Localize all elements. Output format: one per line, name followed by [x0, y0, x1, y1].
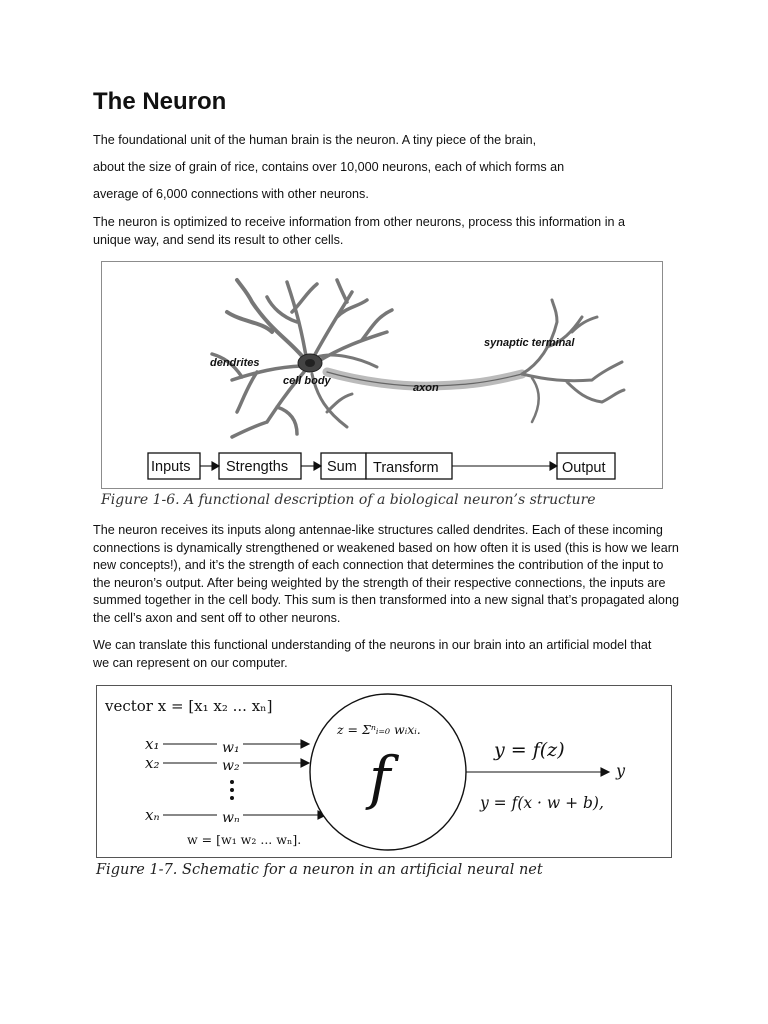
f-symbol: f — [369, 744, 391, 812]
xn-label: xₙ — [145, 806, 160, 824]
x1-label: x₁ — [145, 735, 160, 753]
wn-label: wₙ — [222, 810, 240, 826]
y-output-label: y — [616, 761, 626, 780]
paragraph-1-line-3: average of 6,000 connections with other neurons. — [93, 187, 369, 201]
paragraph-1-line-1: The foundational unit of the human brain is the neuron. A tiny piece of the brain, — [93, 133, 537, 147]
ellipsis-dots — [230, 780, 234, 800]
w1-label: w₁ — [222, 740, 240, 756]
label-cell-body: cell body — [283, 375, 331, 387]
label-synaptic-terminal: synaptic terminal — [484, 337, 575, 349]
figure-artificial-neuron — [96, 685, 672, 858]
artificial-neuron-schematic — [97, 686, 671, 857]
input-lines — [163, 740, 326, 819]
label-axon: axon — [413, 382, 439, 394]
w2-label: w₂ — [222, 758, 240, 774]
page-title: The Neuron — [93, 88, 227, 115]
box-inputs-label: Inputs — [151, 459, 191, 475]
x2-label: x₂ — [145, 754, 160, 772]
box-transform-label: Transform — [373, 460, 439, 476]
figure-2-caption: Figure 1-7. Schematic for a neuron in an artificial neural net — [96, 862, 543, 878]
box-sum-label: Sum — [327, 459, 357, 475]
z-formula: z = Σⁿᵢ₌₀ wᵢxᵢ. — [337, 722, 421, 737]
y-full-formula: y = f(x · w + b), — [480, 794, 604, 812]
nucleus-icon — [305, 359, 315, 367]
paragraph-2: The neuron is optimized to receive information from other neurons, process this information in a unique way, and send its result to other cells. — [93, 215, 625, 247]
output-arrow — [466, 768, 609, 776]
neuron-illustration — [102, 262, 662, 488]
vector-x-label: vector x = [x₁ x₂ ... xₙ] — [105, 697, 273, 715]
figure-biological-neuron — [101, 261, 663, 489]
box-strengths-label: Strengths — [226, 459, 289, 475]
paragraph-3: The neuron receives its inputs along antennae-like structures called dendrites. Each of these incoming connections is dynamically strengthened or weakened based on how often it is used (this is how we learn new concepts!), and it’s the strength of each connection that determines the contribution of the input to the neuron’s output. After being weighted by the strength of their respective connections, the inputs are summed together in the cell body. This sum is then transformed into a new signal that’s propagated along the cell’s axon and sent off to other neurons. — [93, 523, 679, 625]
box-output-label: Output — [562, 460, 606, 476]
neuron-drawing — [212, 280, 624, 437]
y-equals-f-z: y = f(z) — [494, 739, 565, 761]
figure-1-caption: Figure 1-6. A functional description of a biological neuron’s structure — [101, 492, 596, 508]
paragraph-4: We can translate this functional understanding of the neurons in our brain into an artificial model that we can represent on our computer. — [93, 638, 652, 670]
w-vector-label: w = [w₁ w₂ ... wₙ]. — [187, 832, 302, 847]
paragraph-1-line-2: about the size of grain of rice, contains over 10,000 neurons, each of which forms an — [93, 160, 565, 174]
label-dendrites: dendrites — [210, 357, 260, 369]
